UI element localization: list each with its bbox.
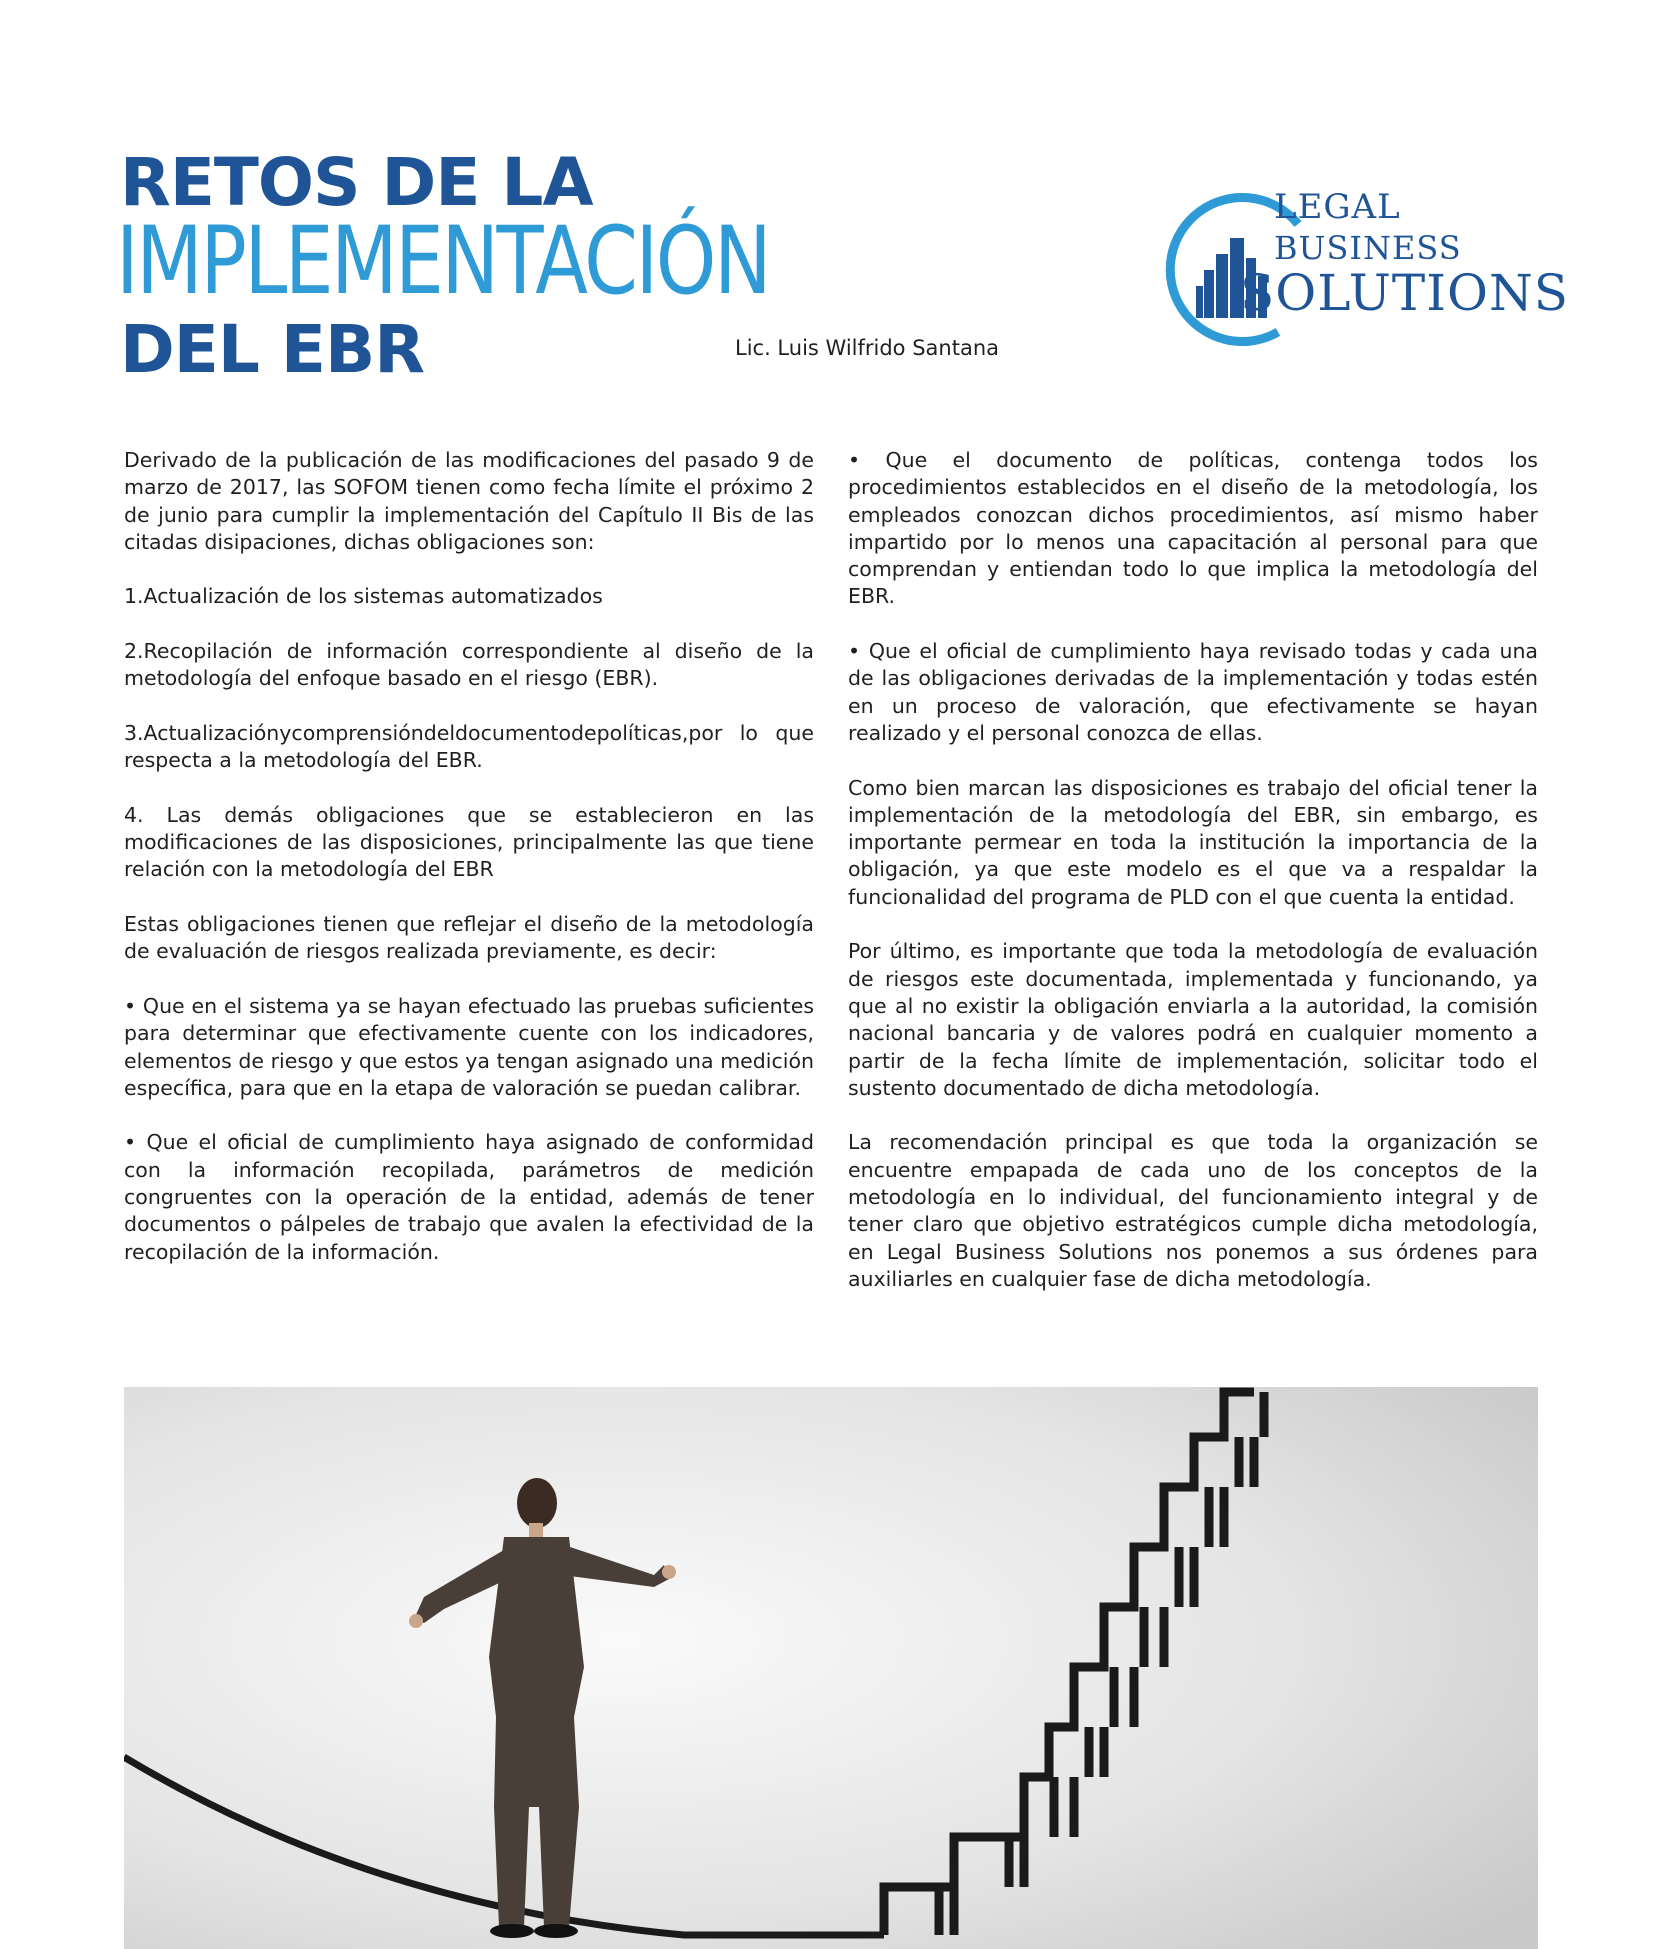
legal-business-solutions-logo [1148,180,1569,360]
bullet-item: • Que el documento de políticas, contenga todos los procedimientos establecidos en el diseño de la metodología, los empleados conozcan dichos procedimientos, así mismo haber impartido por lo menos una capacitación al personal para que comprendan y entiendan todo lo que implica la metodología del EBR. [848,448,1538,609]
article-column-left [124,447,814,1293]
illustration-graphic [124,1387,1538,1949]
paragraph: Como bien marcan las disposiciones es trabajo del oficial tener la implementación de la metodología del EBR, sin embargo, es importante permear en toda la institución la importancia de la obligación, ya que este modelo es el que va a respaldar la funcionalidad del programa de PLD con el que cuenta la entidad. [848,775,1538,909]
logo-text-business: BUSINESS [1274,229,1462,267]
list-item: 4. Las demás obligaciones que se establecieron en las modificaciones de las disposiciones, principalmente las que tiene relación con la metodología del EBR [124,802,814,882]
paragraph: Estas obligaciones tienen que reflejar el diseño de la metodología de evaluación de riesgos realizada previamente, es decir: [124,912,814,964]
title-line-retos: RETOS DE LA [120,144,593,221]
list-item: 1.Actualización de los sistemas automatizados [124,584,603,609]
bullet-item: • Que en el sistema ya se hayan efectuado las pruebas suficientes para determinar que efectivamente cuente con los indicadores, elementos de riesgo y que estos ya tengan asignado una medición específica, para que en la etapa de valoración se puedan calibrar. [124,993,814,1100]
paragraph: Por último, es importante que toda la metodología de evaluación de riesgos este documentada, implementada y funcionando, ya que al no existir la obligación enviarla a la autoridad, la comisión nacional bancaria y de valores podrá en cualquier momento a partir de la fecha límite de implementación, solicitar todo el sustento documentado de dicha metodología. [848,939,1538,1100]
author-byline: Lic. Luis Wilfrido Santana [735,336,999,360]
paragraph: La recomendación principal es que toda la organización se encuentre empapada de cada uno de los conceptos de la metodología en lo individual, del funcionamiento integral y de tener claro que objetivo estratégicos cumple dicha metodología, en Legal Business Solutions nos ponemos a sus órdenes para auxiliarles en cualquier fase de dicha metodología. [848,1130,1538,1291]
list-item: 2.Recopilación de información correspondiente al diseño de la metodología del enfoque basado en el riesgo (EBR). [124,639,814,691]
paragraph: Derivado de la publicación de las modificaciones del pasado 9 de marzo de 2017, las SOFOM tienen como fecha límite el próximo 2 de junio para cumplir la implementación del Capítulo II Bis de las citadas disipaciones, dichas obligaciones son: [124,448,814,554]
list-item: 3.Actualizaciónycomprensióndeldocumentodepolíticas,por lo que respecta a la metodología del EBR. [124,720,814,773]
logo-text-legal: LEGAL [1274,187,1401,227]
title-line-ebr: DEL EBR [120,311,425,388]
bullet-item: • Que el oficial de cumplimiento haya asignado de conformidad con la información recopilada, parámetros de medición congruentes con la operación de la entidad, además de tener documentos o pálpeles de trabajo que avalen la efectividad de la recopilación de la información. [124,1130,814,1264]
illustration-tightrope-stairs [124,1387,1538,1949]
title-line-implementacion: IMPLEMENTACIÓN [116,207,770,316]
article-column-right [848,447,1538,1321]
bullet-item: • Que el oficial de cumplimiento haya revisado todas y cada una de las obligaciones derivadas de la implementación y todas estén en un proceso de valoración, que efectivamente se hayan realizado y el personal conozca de ellas. [848,639,1538,745]
logo-text-solutions: SOLUTIONS [1240,264,1569,322]
